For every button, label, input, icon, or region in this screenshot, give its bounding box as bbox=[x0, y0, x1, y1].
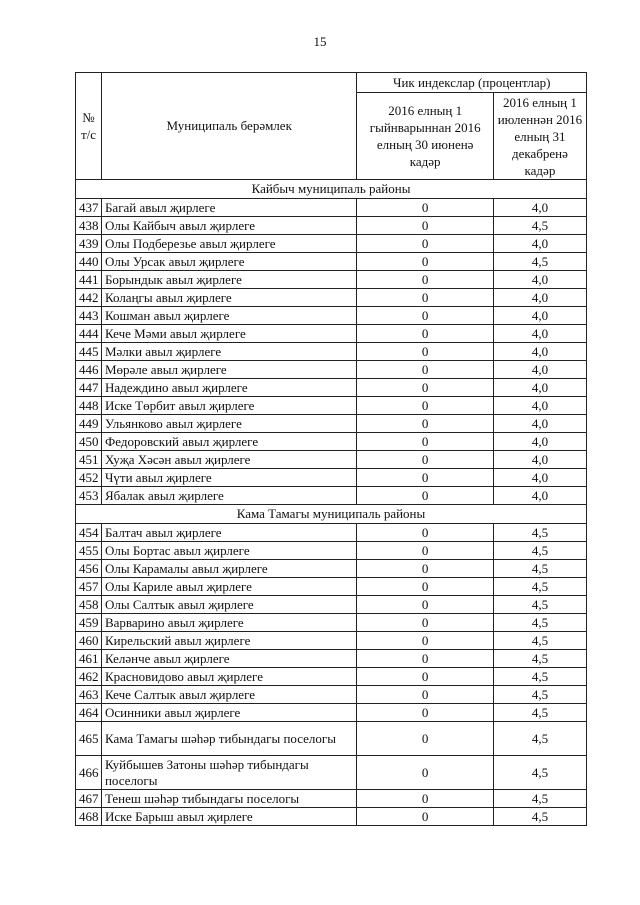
municipality-name: Олы Урсак авыл җирлеге bbox=[101, 253, 357, 271]
index-period-1: 0 bbox=[357, 325, 493, 343]
table-row bbox=[76, 560, 587, 578]
row-number: 439 bbox=[76, 235, 102, 253]
index-period-2: 4,5 bbox=[493, 790, 586, 808]
index-period-1: 0 bbox=[357, 686, 493, 704]
row-number: 444 bbox=[76, 325, 102, 343]
index-period-2: 4,5 bbox=[493, 686, 586, 704]
index-period-2: 4,0 bbox=[493, 433, 586, 451]
row-number: 453 bbox=[76, 487, 102, 505]
index-period-2: 4,0 bbox=[493, 469, 586, 487]
row-number: 449 bbox=[76, 415, 102, 433]
municipality-name: Федоровский авыл җирлеге bbox=[101, 433, 357, 451]
index-period-2: 4,0 bbox=[493, 361, 586, 379]
row-number: 467 bbox=[76, 790, 102, 808]
index-period-2: 4,0 bbox=[493, 199, 586, 217]
row-number: 438 bbox=[76, 217, 102, 235]
row-number: 464 bbox=[76, 704, 102, 722]
municipality-name: Ульянково авыл җирлеге bbox=[101, 415, 357, 433]
index-period-2: 4,5 bbox=[493, 217, 586, 235]
row-number: 463 bbox=[76, 686, 102, 704]
index-period-2: 4,5 bbox=[493, 668, 586, 686]
header-municipality: Муниципаль берәмлек bbox=[101, 73, 357, 180]
municipality-name: Ябалак авыл җирлеге bbox=[101, 487, 357, 505]
index-period-2: 4,5 bbox=[493, 542, 586, 560]
header-index-group: Чик индекслар (процентлар) bbox=[357, 73, 587, 93]
index-period-1: 0 bbox=[357, 343, 493, 361]
municipality-name: Кама Тамагы шәһәр тибындагы поселогы bbox=[101, 722, 357, 756]
table-row bbox=[76, 704, 587, 722]
row-number: 440 bbox=[76, 253, 102, 271]
municipality-name: Колаңгы авыл җирлеге bbox=[101, 289, 357, 307]
header-period-1: 2016 елның 1 гыйнварыннан 2016 елның 30 июненә кадәр bbox=[357, 93, 493, 180]
page-number: 15 bbox=[313, 34, 327, 49]
row-number: 468 bbox=[76, 808, 102, 826]
row-number: 466 bbox=[76, 756, 102, 790]
table-row bbox=[76, 469, 587, 487]
table-row bbox=[76, 650, 587, 668]
index-period-2: 4,0 bbox=[493, 397, 586, 415]
municipality-name: Кошман авыл җирлеге bbox=[101, 307, 357, 325]
table-row bbox=[76, 415, 587, 433]
municipality-name: Надеждино авыл җирлеге bbox=[101, 379, 357, 397]
row-number: 450 bbox=[76, 433, 102, 451]
index-period-2: 4,0 bbox=[493, 343, 586, 361]
index-period-2: 4,5 bbox=[493, 560, 586, 578]
index-period-1: 0 bbox=[357, 524, 493, 542]
municipality-name: Олы Карамалы авыл җирлеге bbox=[101, 560, 357, 578]
municipality-name: Иске Төрбит авыл җирлеге bbox=[101, 397, 357, 415]
district-header-row bbox=[76, 180, 587, 199]
table-row bbox=[76, 756, 587, 790]
table-row bbox=[76, 487, 587, 505]
municipality-name: Борындык авыл җирлеге bbox=[101, 271, 357, 289]
row-number: 461 bbox=[76, 650, 102, 668]
district-title: Кама Тамагы муниципаль районы bbox=[76, 505, 587, 524]
header-period-2: 2016 елның 1 июленнән 2016 елның 31 декабренә кадәр bbox=[493, 93, 586, 180]
index-period-1: 0 bbox=[357, 469, 493, 487]
row-number: 457 bbox=[76, 578, 102, 596]
index-period-2: 4,0 bbox=[493, 379, 586, 397]
index-period-1: 0 bbox=[357, 596, 493, 614]
municipality-name: Олы Салтык авыл җирлеге bbox=[101, 596, 357, 614]
index-period-1: 0 bbox=[357, 271, 493, 289]
municipality-name: Багай авыл җирлеге bbox=[101, 199, 357, 217]
municipality-name: Кече Салтык авыл җирлеге bbox=[101, 686, 357, 704]
table-row bbox=[76, 361, 587, 379]
index-period-2: 4,5 bbox=[493, 253, 586, 271]
index-period-1: 0 bbox=[357, 808, 493, 826]
table-row bbox=[76, 524, 587, 542]
table-row bbox=[76, 578, 587, 596]
table-row bbox=[76, 325, 587, 343]
index-period-1: 0 bbox=[357, 668, 493, 686]
index-period-1: 0 bbox=[357, 756, 493, 790]
index-period-2: 4,5 bbox=[493, 722, 586, 756]
table-row bbox=[76, 542, 587, 560]
index-period-1: 0 bbox=[357, 289, 493, 307]
index-period-2: 4,5 bbox=[493, 596, 586, 614]
index-period-2: 4,5 bbox=[493, 808, 586, 826]
municipality-name: Иске Барыш авыл җирлеге bbox=[101, 808, 357, 826]
index-period-2: 4,5 bbox=[493, 578, 586, 596]
municipality-name: Балтач авыл җирлеге bbox=[101, 524, 357, 542]
index-period-1: 0 bbox=[357, 790, 493, 808]
index-period-2: 4,5 bbox=[493, 614, 586, 632]
index-period-1: 0 bbox=[357, 650, 493, 668]
row-number: 441 bbox=[76, 271, 102, 289]
table-row bbox=[76, 289, 587, 307]
index-period-1: 0 bbox=[357, 361, 493, 379]
indices-table bbox=[75, 72, 587, 826]
row-number: 443 bbox=[76, 307, 102, 325]
index-period-1: 0 bbox=[357, 199, 493, 217]
index-period-1: 0 bbox=[357, 379, 493, 397]
index-period-1: 0 bbox=[357, 578, 493, 596]
index-period-1: 0 bbox=[357, 451, 493, 469]
index-period-1: 0 bbox=[357, 542, 493, 560]
table-row bbox=[76, 614, 587, 632]
municipality-name: Келәнче авыл җирлеге bbox=[101, 650, 357, 668]
row-number: 452 bbox=[76, 469, 102, 487]
municipality-name: Варварино авыл җирлеге bbox=[101, 614, 357, 632]
index-period-2: 4,5 bbox=[493, 756, 586, 790]
index-period-1: 0 bbox=[357, 614, 493, 632]
index-period-2: 4,5 bbox=[493, 524, 586, 542]
index-period-1: 0 bbox=[357, 487, 493, 505]
row-number: 456 bbox=[76, 560, 102, 578]
index-period-1: 0 bbox=[357, 704, 493, 722]
index-period-1: 0 bbox=[357, 560, 493, 578]
index-period-1: 0 bbox=[357, 632, 493, 650]
index-period-1: 0 bbox=[357, 397, 493, 415]
table-row bbox=[76, 307, 587, 325]
row-number: 451 bbox=[76, 451, 102, 469]
table-row bbox=[76, 686, 587, 704]
row-number: 459 bbox=[76, 614, 102, 632]
municipality-name: Куйбышев Затоны шәһәр тибындагы поселогы bbox=[101, 756, 357, 790]
index-period-2: 4,5 bbox=[493, 704, 586, 722]
district-title: Кайбыч муниципаль районы bbox=[76, 180, 587, 199]
index-period-1: 0 bbox=[357, 253, 493, 271]
table-row bbox=[76, 790, 587, 808]
municipality-name: Олы Подберезье авыл җирлеге bbox=[101, 235, 357, 253]
index-period-1: 0 bbox=[357, 307, 493, 325]
table-row bbox=[76, 808, 587, 826]
table-row bbox=[76, 668, 587, 686]
municipality-name: Мәлки авыл җирлеге bbox=[101, 343, 357, 361]
table-row bbox=[76, 632, 587, 650]
index-period-2: 4,0 bbox=[493, 307, 586, 325]
municipality-name: Хуҗа Хәсән авыл җирлеге bbox=[101, 451, 357, 469]
municipality-name: Мөрәле авыл җирлеге bbox=[101, 361, 357, 379]
district-header-row bbox=[76, 505, 587, 524]
table-row bbox=[76, 379, 587, 397]
municipality-name: Чүти авыл җирлеге bbox=[101, 469, 357, 487]
index-period-1: 0 bbox=[357, 217, 493, 235]
row-number: 446 bbox=[76, 361, 102, 379]
municipality-name: Тенеш шәһәр тибындагы поселогы bbox=[101, 790, 357, 808]
row-number: 465 bbox=[76, 722, 102, 756]
index-period-2: 4,5 bbox=[493, 632, 586, 650]
index-period-2: 4,0 bbox=[493, 415, 586, 433]
row-number: 442 bbox=[76, 289, 102, 307]
municipality-name: Олы Бортас авыл җирлеге bbox=[101, 542, 357, 560]
header-number: № т/с bbox=[76, 73, 102, 180]
table-row bbox=[76, 397, 587, 415]
row-number: 458 bbox=[76, 596, 102, 614]
municipality-name: Олы Кайбыч авыл җирлеге bbox=[101, 217, 357, 235]
row-number: 460 bbox=[76, 632, 102, 650]
index-period-1: 0 bbox=[357, 235, 493, 253]
row-number: 454 bbox=[76, 524, 102, 542]
table-body bbox=[76, 180, 587, 826]
index-period-2: 4,0 bbox=[493, 487, 586, 505]
table-row bbox=[76, 596, 587, 614]
municipality-name: Кече Мәми авыл җирлеге bbox=[101, 325, 357, 343]
table-row bbox=[76, 253, 587, 271]
index-period-1: 0 bbox=[357, 722, 493, 756]
index-period-2: 4,0 bbox=[493, 451, 586, 469]
municipality-name: Кирельский авыл җирлеге bbox=[101, 632, 357, 650]
table-row bbox=[76, 343, 587, 361]
row-number: 447 bbox=[76, 379, 102, 397]
index-period-1: 0 bbox=[357, 415, 493, 433]
table-row bbox=[76, 235, 587, 253]
row-number: 455 bbox=[76, 542, 102, 560]
municipality-name: Олы Кариле авыл җирлеге bbox=[101, 578, 357, 596]
row-number: 448 bbox=[76, 397, 102, 415]
row-number: 462 bbox=[76, 668, 102, 686]
row-number: 437 bbox=[76, 199, 102, 217]
municipality-name: Осинники авыл җирлеге bbox=[101, 704, 357, 722]
table-row bbox=[76, 722, 587, 756]
municipality-name: Красновидово авыл җирлеге bbox=[101, 668, 357, 686]
index-period-2: 4,0 bbox=[493, 235, 586, 253]
index-period-2: 4,5 bbox=[493, 650, 586, 668]
index-period-2: 4,0 bbox=[493, 271, 586, 289]
table-row bbox=[76, 199, 587, 217]
table-row bbox=[76, 271, 587, 289]
index-period-2: 4,0 bbox=[493, 289, 586, 307]
table-row bbox=[76, 433, 587, 451]
row-number: 445 bbox=[76, 343, 102, 361]
table-row bbox=[76, 217, 587, 235]
index-period-2: 4,0 bbox=[493, 325, 586, 343]
table-row bbox=[76, 451, 587, 469]
index-period-1: 0 bbox=[357, 433, 493, 451]
